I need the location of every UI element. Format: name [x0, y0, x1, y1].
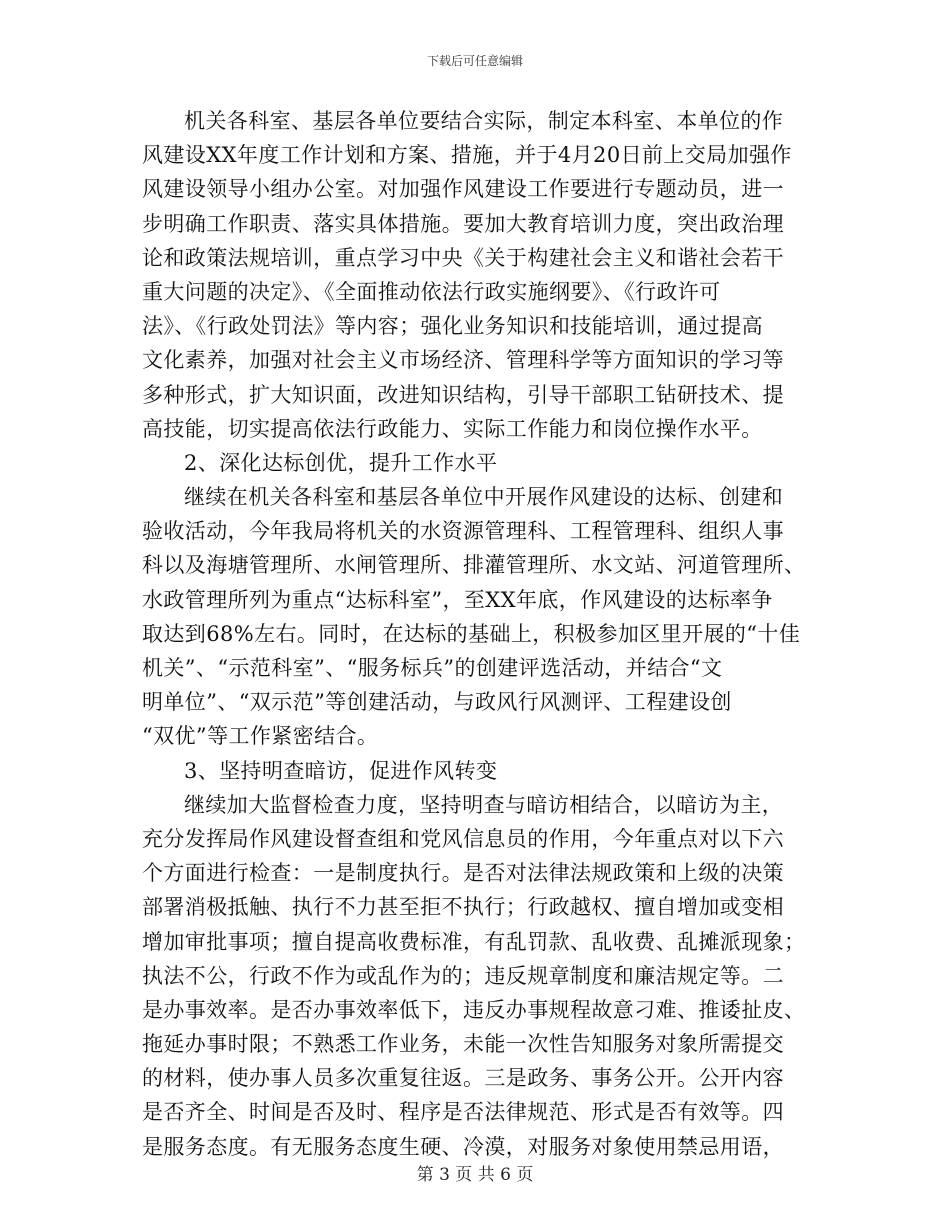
paragraph-line: 论和政策法规培训，重点学习中央《关于构建社会主义和谐社会若干	[142, 245, 784, 270]
paragraph-line: 步明确工作职责、落实具体措施。要加大教育培训力度，突出政治理	[142, 211, 784, 236]
paragraph-line: 风建设领导小组办公室。对加强作风建设工作要进行专题动员，进一	[142, 177, 784, 202]
paragraph-line: 验收活动，今年我局将机关的水资源管理科、工程管理科、组织人事	[142, 519, 784, 544]
paragraph-line: 个方面进行检查：一是制度执行。是否对法律法规政策和上级的决策	[142, 861, 784, 886]
paragraph-line: 部署消极抵触、执行不力甚至拒不执行；行政越权、擅自增加或变相	[142, 895, 784, 920]
paragraph-line: 机关各科室、基层各单位要结合实际，制定本科室、本单位的作	[184, 109, 784, 133]
paragraph-line: 高技能，切实提高依法行政能力、实际工作能力和岗位操作水平。	[142, 416, 763, 441]
paragraph-line: 机关”、“示范科室”、“服务标兵”的创建评选活动，并结合“文	[142, 656, 723, 680]
paragraph-line: 多种形式，扩大知识面，改进知识结构，引导干部职工钻研技术、提	[142, 382, 784, 407]
paragraph-line: 科以及海塘管理所、水闸管理所、排灌管理所、水文站、河道管理所、	[142, 553, 806, 578]
paragraph-line: 法》、《行政处罚法》等内容；强化业务知识和技能培训，通过提高	[142, 314, 763, 339]
page-footer: 第 3 页 共 6 页	[416, 1165, 534, 1185]
paragraph-line: 风建设XX年度工作计划和方案、措施，并于4月20日前上交局加强作	[142, 143, 792, 168]
paragraph-line: “双优”等工作紧密结合。	[142, 724, 379, 749]
paragraph-line: 增加审批事项；擅自提高收费标准，有乱罚款、乱收费、乱摊派现象；	[142, 929, 806, 954]
paragraph-line: 文化素养，加强对社会主义市场经济、管理科学等方面知识的学习等	[142, 348, 784, 373]
paragraph-line: 是办事效率。是否办事效率低下，违反办事规程故意刁难、推诿扯皮、	[142, 997, 806, 1022]
paragraph-line: 明单位”、“双示范”等创建活动，与政风行风测评、工程建设创	[142, 690, 732, 715]
paragraph-line: 取达到68%左右。同时，在达标的基础上，积极参加区里开展的“十佳	[142, 621, 801, 646]
paragraph-line: 继续加大监督检查力度，坚持明查与暗访相结合，以暗访为主，	[184, 792, 784, 817]
paragraph-line: 水政管理所列为重点“达标科室”，至XX年底，作风建设的达标率争	[142, 587, 773, 612]
page-header: 下载后可任意编辑	[426, 54, 523, 68]
paragraph-line: 继续在机关各科室和基层各单位中开展作风建设的达标、创建和	[184, 485, 784, 510]
paragraph-line: 充分发挥局作风建设督查组和党风信息员的作用，今年重点对以下六	[142, 826, 784, 851]
paragraph-line: 重大问题的决定》、《全面推动依法行政实施纲要》、《行政许可	[142, 279, 721, 304]
section-heading: 2、深化达标创优，提升工作水平	[184, 450, 498, 475]
paragraph-line: 是服务态度。有无服务态度生硬、冷漠，对服务对象使用禁忌用语，	[142, 1134, 784, 1159]
paragraph-line: 拖延办事时限；不熟悉工作业务，未能一次性告知服务对象所需提交	[142, 1032, 784, 1057]
section-heading: 3、坚持明查暗访，促进作风转变	[184, 758, 498, 783]
paragraph-line: 执法不公，行政不作为或乱作为的；违反规章制度和廉洁规定等。二	[142, 963, 784, 988]
paragraph-line: 的材料，使办事人员多次重复往返。三是政务、事务公开。公开内容	[142, 1066, 784, 1091]
document-body	[142, 104, 822, 1164]
paragraph-line: 是否齐全、时间是否及时、程序是否法律规范、形式是否有效等。四	[142, 1100, 784, 1125]
